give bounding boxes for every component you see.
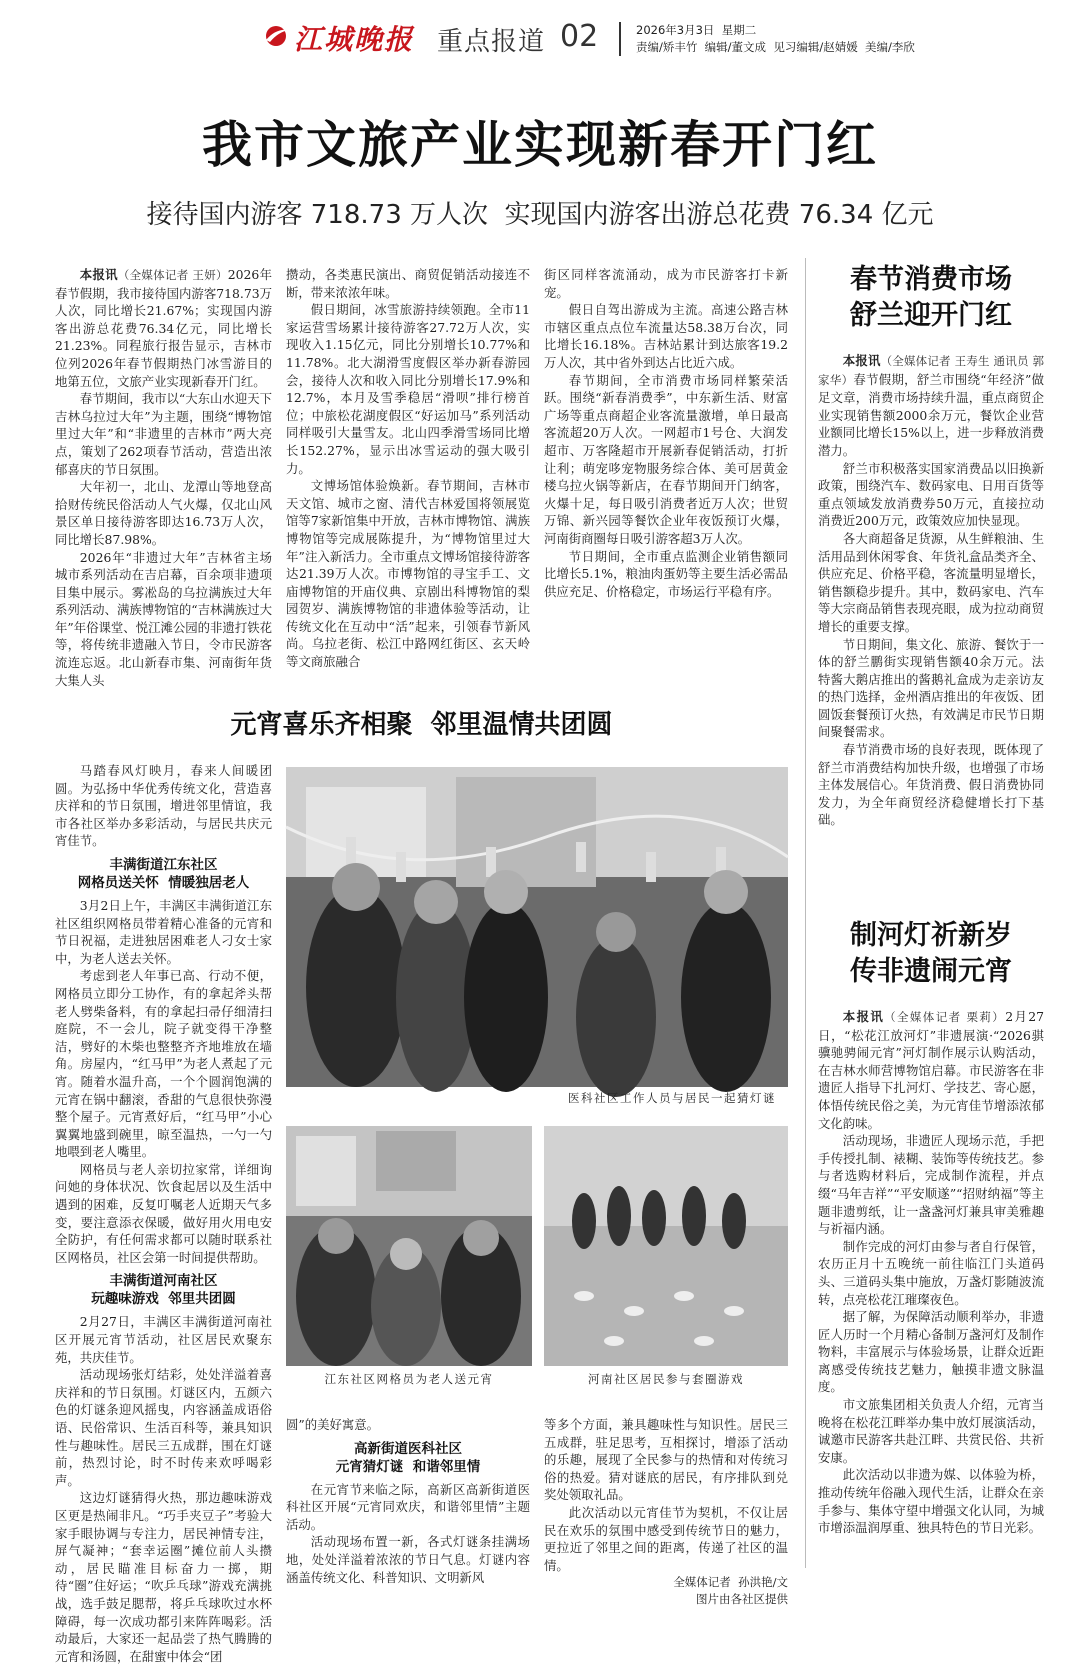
subheading-line: 高新街道医科社区 [354, 1440, 462, 1457]
paragraph-text: 制作完成的河灯由参与者自行保管，农历正月十五晚统一前往临江门头道码头、三道码头集中施放，万盏灯影随波流转，点亮松花江璀璨夜色。 [818, 1238, 1044, 1307]
paragraph-text: 这边灯谜猜得火热，那边趣味游戏区更是热闹非凡。“巧手夹豆子”考验大家手眼协调与专注力，居民神情专注，屏气凝神；“套幸运圈”摊位前人头攒动，居民瞄准目标奋力一掷，期待“圈”住好运；“吹乒乓球”游戏充满挑战，选手鼓足腮帮，将乒乓球吹过水杯障碍，每一次成功都引来阵阵喝彩。活动最后，大家还一起品尝了热气腾腾的元宵和汤圆，在甜蜜中体会“团 [55, 1490, 272, 1664]
masthead-page-number: 02 [560, 19, 599, 54]
paragraph [544, 301, 788, 371]
headline-title: 我市文旅产业实现新春开门红 [202, 116, 878, 174]
paragraph-text: 春节假期，舒兰市围绕“年经济”做足文章，消费市场持续升温，重点商贸企业实现销售额2000余万元，餐饮企业营业额同比增长15%以上，进一步释放消费潜力。 [818, 371, 1045, 458]
paragraph-text: 文博场馆体验焕新。春节期间，吉林市天文馆、城市之窗、清代吉林爱国将领展览馆等7家新馆集中开放，吉林市博物馆、满族博物馆等完成展陈提升，为“博物馆里过大年”注入新活力。全市重点文博场馆接待游客达21.39万人次。市博物馆的寻宝手工、文庙博物馆的开庙仪典、京剧出科博物馆的梨园贺岁、满族博物馆的非遗体验等活动，让传统文化在互动中“活”起来，引领春节新风尚。乌拉老街、松江中路网红街区、玄天岭等文商旅融合 [286, 478, 530, 670]
subheading-line: 丰满街道河南社区 [109, 1273, 218, 1290]
dateline: 本报讯 [79, 267, 118, 282]
paragraph [818, 741, 1044, 829]
paragraph [55, 897, 272, 967]
paragraph-text: 此次活动以非遗为媒、以体验为桥，推动传统年俗融入现代生活，让群众在亲手参与、集体守望中增强文化认同，为城市增添温润厚重、独具特色的节日光彩。 [818, 1467, 1044, 1536]
photo-delivering-yuanxiao-caption: 江东社区网格员为老人送元宵 [324, 1372, 494, 1386]
masthead-date-line [636, 22, 756, 38]
photo-delivering-yuanxiao-image [286, 1126, 532, 1366]
paragraph [818, 1396, 1044, 1466]
photo-lantern-riddles-image [286, 767, 788, 1087]
paragraph-text: 2月27日，“松花江放河灯”非遗展演·“2026骐骥驰骋闹元宵”河灯制作展示认购活动，在吉林水师营博物馆启幕。市民游客在非遗匠人指导下扎河灯、学技艺、寄心愿，体悟传统民俗之美，为元宵佳节增添浓郁文化韵味。 [818, 1009, 1045, 1131]
paragraph-text: 假日期间，冰雪旅游持续领跑。全市11家运营雪场累计接待游客27.72万人次，实现收入1.15亿元，同比分别增长10.77%和11.78%。北大湖滑雪度假区举办新春游园会，接待人次和收入同比分别增长17.9%和12.7%，本月及雪季稳居“滑呗”排行榜首位；中旅松花湖度假区“好运加马”系列活动同样吸引大量雪友。北山四季滑雪场同比增长152.27%，显示出冰雪运动的强大吸引力。 [286, 302, 530, 476]
dateline: 本报讯 [842, 1009, 885, 1024]
paragraph-text: 假日自驾出游成为主流。高速公路吉林市辖区重点点位车流量达58.38万台次，同比增长16.18%。吉林站累计到达旅客19.2万人次，其中省外到达占比近六成。 [544, 302, 788, 370]
photo-lantern-riddles [286, 767, 788, 1087]
paragraph [286, 1533, 530, 1586]
subheading-line: 丰满街道江东社区 [109, 856, 218, 873]
paragraph [544, 372, 788, 548]
dateline: 本报讯 [842, 353, 881, 368]
reporter-credit: （全媒体记者 王妍） [117, 268, 228, 282]
paragraph [818, 636, 1044, 742]
paragraph [286, 1416, 530, 1434]
column-divider [805, 258, 806, 1568]
paragraph-text: 节日期间，全市重点监测企业销售额同比增长5.1%，粮油肉蛋奶等主要生活必需品供应充足、价格稳定，市场运行平稳有序。 [544, 548, 788, 599]
paragraph [544, 548, 788, 601]
subheading [55, 856, 272, 892]
paragraph [818, 1308, 1044, 1396]
right-top-title-line2: 舒兰迎开门红 [850, 300, 1012, 331]
photo-ring-toss-image [544, 1126, 788, 1366]
paragraph [55, 390, 272, 478]
paragraph-text: 在元宵节来临之际，高新区高新街道医科社区开展“元宵同欢庆，和谐邻里情”主题活动。 [286, 1481, 530, 1532]
main-article-col3 [544, 266, 788, 676]
newspaper-logo-icon [262, 22, 292, 48]
paragraph-text: 市文旅集团相关负责人介绍，元宵当晚将在松花江畔举办集中放灯展演活动，诚邀市民游客共赴江畔、共赏民俗、共祈安康。 [818, 1397, 1044, 1465]
right-bottom-title-line2: 传非遗闹元宵 [850, 956, 1012, 987]
paragraph-text: 各大商超备足货源，从生鲜粮油、生活用品到休闲零食、年货礼盒品类齐全、供应充足、价格平稳，客流量明显增长，销售额稳步提升。其中，数码家电、汽车等大宗商品销售表现亮眼，成为拉动商贸增长的重要支撑。 [818, 530, 1044, 634]
byline [544, 1574, 788, 1608]
paragraph [55, 1366, 272, 1489]
paragraph-text: 春节消费市场的良好表现，既体现了舒兰市消费结构加快升级，也增强了市场主体发展信心。年货消费、假日消费协同发力，为全年商贸经济稳健增长打下基础。 [818, 742, 1044, 828]
subheading [55, 1272, 272, 1308]
paragraph-text: 活动现场布置一新，各式灯谜条挂满场地，处处洋溢着浓浓的节日气息。灯谜内容涵盖传统文化、科普知识、文明新风 [286, 1534, 530, 1585]
paragraph [286, 266, 530, 301]
right-bottom-title-line1: 制河灯祈新岁 [850, 920, 1012, 951]
reporter-credit: （全媒体记者 栗莉） [884, 1010, 1006, 1024]
paragraph-text: 2月27日，丰满区丰满街道河南社区开展元宵节活动，社区居民欢聚东苑，共庆佳节。 [55, 1314, 272, 1365]
paragraph [818, 352, 1044, 460]
masthead-weekday: 星期二 [721, 23, 757, 37]
right-bottom-article [818, 1008, 1044, 1568]
reporter-credit: （全媒体记者 王寿生 通讯员 郭家华） [818, 354, 1044, 387]
paragraph-text: 2026年春节假期，我市接待国内游客718.73万人次，同比增长21.67%；实现国内游客出游总花费76.34亿元，同比增长21.23%。同程旅行报告显示，吉林市位列2026年春节假期热门冰雪游目的地第五位，文旅产业实现新春开门红。 [55, 267, 272, 389]
paragraph [818, 460, 1044, 530]
paragraph-text: 舒兰市积极落实国家消费品以旧换新政策，围绕汽车、数码家电、日用百货等重点领域发放消费券50万元，直接拉动消费近200万元，政策效应加快显现。 [818, 460, 1044, 529]
paragraph [55, 1313, 272, 1366]
paragraph-text: 春节期间，全市消费市场同样繁荣活跃。围绕“新春消费季”，中东新生活、财富广场等重点商超企业客流量激增，单日最高客流超20万人次。一网超市1号仓、大润发超市、万客隆超市开展新春促销活动，打折让利；萌宠哆宠物服务综合体、美可居黄金楼乌拉火锅等新店，在春节期间开门纳客，火爆十足，每日吸引消费者近万人次；世贸万锦、新兴园等餐饮企业年夜饭预订火爆，河南街商圈每日吸引游客超3万人次。 [544, 372, 788, 546]
paragraph [818, 530, 1044, 636]
paragraph [544, 1504, 788, 1574]
main-article-col1 [55, 266, 272, 688]
paragraph [55, 1161, 272, 1267]
paragraph [544, 266, 788, 301]
paragraph-text: 2026年“非遗过大年”吉林省主场城市系列活动在吉启幕，百余项非遗项目集中展示。雾凇岛的乌拉满族过大年系列活动、满族博物馆的“吉林满族过大年”年俗课堂、悦江滩公园的非遗打铁花等，将传统非遗融入节日，令市民游客流连忘返。北山新春市集、河南街年货大集人头 [55, 549, 272, 688]
feature-title: 元宵喜乐齐相聚 邻里温情共团圆 [230, 710, 613, 740]
paragraph-text: 圆”的美好寓意。 [286, 1417, 380, 1432]
subheading-line: 元宵猜灯谜 和谐邻里情 [335, 1458, 481, 1475]
paragraph-text: 3月2日上午，丰满区丰满街道江东社区组织网格员带着精心准备的元宵和节日祝福，走进独居困难老人刁女士家中，为老人送去关怀。 [55, 897, 272, 966]
paragraph [55, 266, 272, 390]
paragraph [818, 1466, 1044, 1536]
paragraph [818, 1238, 1044, 1308]
subheading-line: 网格员送关怀 情暖独居老人 [77, 874, 250, 891]
subheading [286, 1440, 530, 1476]
main-article-col2 [286, 266, 530, 676]
paragraph [55, 549, 272, 690]
paragraph [286, 477, 530, 671]
paragraph-text: 马踏春风灯映月，春来人间暖团圆。为弘扬中华优秀传统文化，营造喜庆祥和的节日氛围，增进邻里情谊，我市各社区举办多彩活动，与居民共庆元宵佳节。 [55, 763, 272, 849]
paragraph [818, 1132, 1044, 1238]
paragraph [818, 1008, 1044, 1132]
paragraph [286, 1481, 530, 1534]
paragraph-text: 攒动，各类惠民演出、商贸促销活动接连不断，带来浓浓年味。 [286, 267, 530, 300]
paragraph [55, 762, 272, 850]
paragraph-text: 春节期间，我市以“大东山水迎天下 吉林乌拉过大年”为主题，围绕“博物馆里过大年”和“非遗里的吉林市”两大亮点，策划了262项春节活动，营造出浓郁喜庆的节日氛围。 [55, 391, 272, 477]
feature-col3 [544, 1416, 788, 1607]
paragraph-text: 考虑到老人年事已高、行动不便，网格员立即分工协作，有的拿起斧头帮老人劈柴备料，有的拿起扫帚仔细清扫庭院，不一会儿，院子就变得干净整洁，劈好的木柴也整整齐齐地堆放在墙角。房屋内，“红马甲”为老人煮起了元宵。随着水温升高，一个个圆润饱满的元宵在锅中翻滚，香甜的气息很快弥漫整个屋子。元宵煮好后，“红马甲”小心翼翼地盛到碗里，晾至温热，一勺一勺地喂到老人嘴里。 [55, 968, 272, 1160]
subheading-line: 玩趣味游戏 邻里共团圆 [91, 1291, 236, 1308]
masthead-editors: 责编/矫丰竹 编辑/董文成 见习编辑/赵婧媛 美编/李欣 [636, 40, 915, 54]
masthead-section: 重点报道 [437, 27, 546, 57]
paragraph-text: 大年初一，北山、龙潭山等地登高拾财传统民俗活动人气火爆，仅北山风景区单日接待游客即达16.73万人次，同比增长87.98%。 [55, 479, 272, 547]
masthead [0, 0, 1080, 64]
byline-writer: 全媒体记者 孙洪艳/文 [673, 1575, 788, 1590]
feature-col2 [286, 1416, 530, 1585]
photo-delivering-yuanxiao [286, 1126, 532, 1366]
paragraph-text: 活动现场，非遗匠人现场示范，手把手传授扎制、裱糊、装饰等传统技艺。参与者选购材料后，完成制作流程，并点缀“马年吉祥”“平安顺遂”“招财纳福”等主题非遗剪纸，让一盏盏河灯兼具审美雅趣与祈福内涵。 [818, 1133, 1044, 1237]
paragraph [286, 301, 530, 477]
paragraph [55, 1489, 272, 1665]
feature-col1 [55, 762, 272, 1664]
paragraph [544, 1416, 788, 1504]
masthead-logo: 江城晚报 [294, 23, 415, 56]
photo-lantern-riddles-caption: 医科社区工作人员与居民一起猜灯谜 [568, 1091, 776, 1105]
paragraph-text: 网格员与老人亲切拉家常，详细询问她的身体状况、饮食起居以及生活中遇到的困难，反复叮嘱老人近期天气多变，要注意添衣保暖，做好用火用电安全防护，有任何需求都可以随时联系社区网格员，社区会第一时间提供帮助。 [55, 1161, 272, 1265]
photo-ring-toss-caption: 河南社区居民参与套圈游戏 [588, 1372, 744, 1386]
masthead-divider [619, 22, 621, 56]
right-top-title-line1: 春节消费市场 [850, 264, 1012, 295]
masthead-date: 2026年3月3日 [636, 23, 715, 37]
paragraph-text: 据了解，为保障活动顺利举办，非遗匠人历时一个月精心备制万盏河灯及制作物料，丰富展示与体验场景，让群众近距离感受传统技艺魅力，触摸非遗文脉温度。 [818, 1309, 1044, 1395]
paragraph-text: 此次活动以元宵佳节为契机，不仅让居民在欢乐的氛围中感受到传统节日的魅力，更拉近了邻里之间的距离，传递了社区的温情。 [544, 1504, 788, 1573]
photo-ring-toss [544, 1126, 788, 1366]
paragraph-text: 等多个方面，兼具趣味性与知识性。居民三五成群，驻足思考，互相探讨，增添了活动的乐趣，展现了全民参与的热情和对传统习俗的热爱。猜对谜底的居民，有序排队到兑奖处领取礼品。 [544, 1417, 788, 1503]
paragraph-text: 街区同样客流涌动，成为市民游客打卡新宠。 [544, 267, 788, 300]
headline-subtitle: 接待国内游客 718.73 万人次 实现国内游客出游总花费 76.34 亿元 [146, 200, 934, 230]
paragraph-text: 活动现场张灯结彩，处处洋溢着喜庆祥和的节日氛围。灯谜区内，五颜六色的灯谜条迎风摇曳，内容涵盖成语俗语、民俗常识、生活百科等，兼具知识性与趣味性。居民三五成群，围在灯谜前，热烈讨论，时不时传来欢呼喝彩声。 [55, 1367, 272, 1488]
paragraph [55, 967, 272, 1161]
paragraph-text: 节日期间，集文化、旅游、餐饮于一体的舒兰鹏街实现销售额40余万元。法特酱大鹅店推出的酱鹅礼盒成为走亲访友的热门选择，金州酒店推出的年夜饭、团圆饭套餐预订火热，有效满足市民节日期间聚餐需求。 [818, 636, 1044, 740]
paragraph [55, 478, 272, 548]
right-top-article [818, 352, 1044, 868]
byline-photo-credit: 图片由各社区提供 [696, 1592, 788, 1607]
